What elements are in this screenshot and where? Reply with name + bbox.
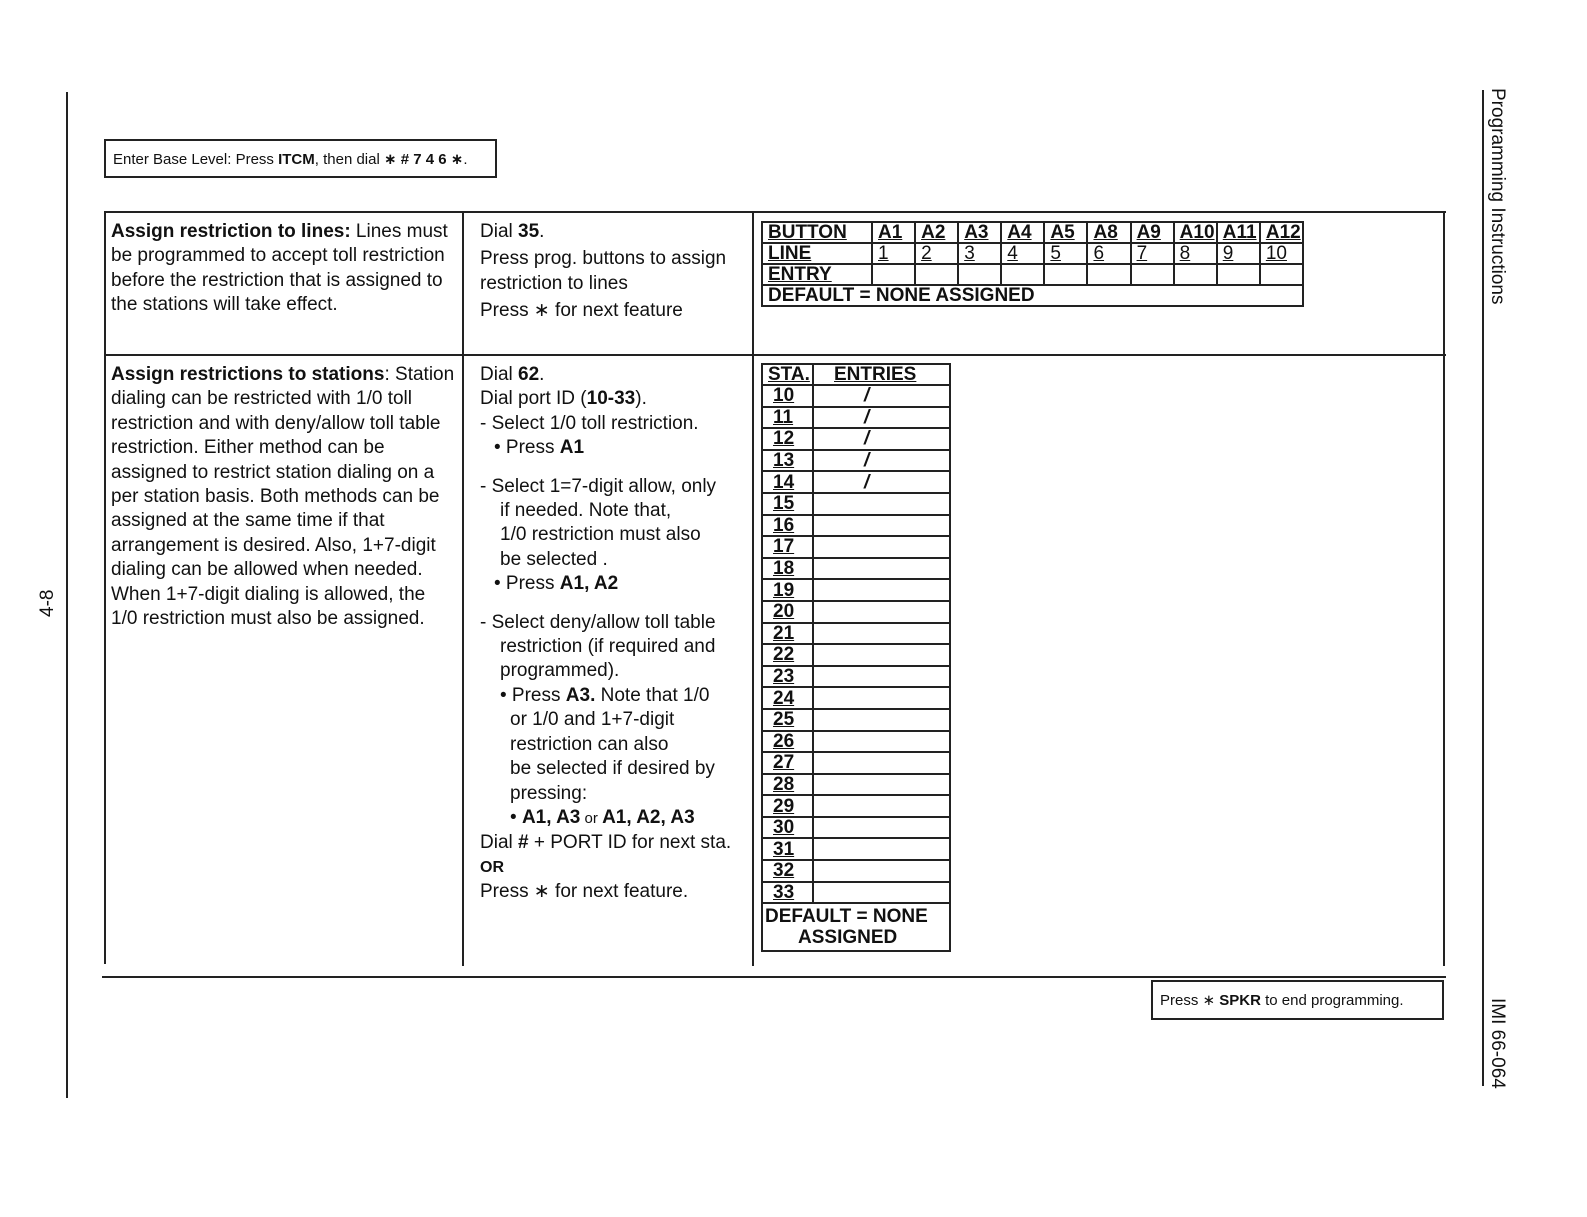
line-cell: 6 [1087,243,1130,264]
station-entry [813,579,950,601]
button-line-table [761,221,1304,307]
lines-steps [480,220,748,324]
station-entry: / [813,471,950,493]
entry-cell [1087,264,1130,285]
station-row [762,601,950,623]
step-press-a3-cont: pressing: [510,782,588,804]
station-row [762,428,950,450]
feature-code-62: 62 [518,364,540,385]
step-dial-end: . [539,364,545,385]
step-select-deny-allow-cont: programmed). [500,660,620,682]
end-prefix: Press ∗ [1160,992,1220,1009]
pound-key: # [518,832,529,854]
lines-step-dial-end: . [539,221,545,242]
station-number: 10 [762,385,813,407]
button-default-row [762,285,1303,306]
station-number: 32 [762,860,813,882]
station-row [762,687,950,709]
station-entry: / [813,428,950,450]
button-cell: A4 [1001,222,1044,243]
lines-description [111,220,456,318]
step-press-a3-cont: or 1/0 and 1+7-digit [510,709,675,731]
station-entry [813,493,950,515]
document-id: IMI 66-064 [1487,998,1508,1089]
station-row [762,731,950,753]
station-number: 30 [762,817,813,839]
button-row [762,222,1303,243]
end-rest: to end programming. [1260,992,1404,1009]
station-number: 26 [762,731,813,753]
lines-step-dial-prefix: Dial [480,221,519,242]
station-default-line2: ASSIGNED [798,927,898,949]
entries-column-header: ENTRIES [813,364,950,385]
entry-cell [1001,264,1044,285]
station-row [762,558,950,580]
line-header: LINE [762,243,872,264]
line-cell: 8 [1174,243,1217,264]
grid-top-rule [104,211,1446,213]
entry-cell [872,264,915,285]
station-rows [762,385,950,903]
station-entry [813,536,950,558]
station-entry [813,817,950,839]
step-key-combos [480,806,748,831]
dial-next-rest: + PORT ID for next sta. [528,832,732,854]
station-row [762,450,950,472]
base-level-prefix: Enter Base Level: Press [113,151,279,168]
station-number: 11 [762,407,813,429]
button-cell: A10 [1174,222,1217,243]
step-select-deny-allow: - Select deny/allow toll table [480,611,716,633]
spkr-key: SPKR [1219,992,1261,1009]
step-select-toll: - Select 1/0 toll restriction. [480,412,699,434]
station-row [762,644,950,666]
button-cell: A11 [1217,222,1260,243]
grid-bottom-rule [102,976,1446,978]
left-margin-rule [66,92,68,1098]
line-cell: 9 [1217,243,1260,264]
station-row [762,407,950,429]
station-number: 16 [762,515,813,537]
step-select-7digit-cont: be selected . [500,548,608,570]
station-entry [813,752,950,774]
key-a1: A1 [559,437,585,459]
station-default-row [762,903,950,951]
lines-step-press-buttons: Press prog. buttons to assign restriction to lines [480,248,727,294]
station-entry: / [813,385,950,407]
station-default [762,903,950,951]
entry-header: ENTRY [762,264,872,285]
lines-title: Assign restriction to lines: [111,221,351,242]
button-header: BUTTON [762,222,872,243]
station-entry [813,795,950,817]
button-cell: A5 [1044,222,1087,243]
entry-cell [1174,264,1217,285]
step-or [480,856,748,880]
station-number: 24 [762,687,813,709]
stations-step-dial-62 [480,363,748,387]
station-entry [813,601,950,623]
button-cell: A3 [958,222,1001,243]
station-row [762,795,950,817]
line-cell: 10 [1260,243,1303,264]
station-number: 29 [762,795,813,817]
station-row [762,579,950,601]
end-programming-box [1151,980,1444,1020]
stations-description [111,363,456,631]
station-entry [813,623,950,645]
entry-cell [1260,264,1303,285]
station-entry [813,709,950,731]
station-row [762,623,950,645]
stations-step-port-id [480,387,748,411]
station-number: 21 [762,623,813,645]
base-level-box [104,139,497,178]
step-press-a1 [480,436,748,460]
stations-body: Station dialing can be restricted with 1/0 toll restriction and with deny/allow toll table restriction. Either method can be assigned to restrict station dialing on a per station basis. Both methods can be assigned at the same time if that arrangement is desired. Also, 1+7-digit dialing can be allowed when needed. When 1+7-digit dialing is allowed, the 1/0 restriction must also be assigned. [111,364,455,630]
step-select-7digit-cont: if needed. Note that, [500,500,672,522]
step-press-a3 [480,684,748,708]
step-dial-prefix: Dial [480,364,519,385]
station-entry: / [813,407,950,429]
station-number: 23 [762,666,813,688]
station-number: 28 [762,774,813,796]
base-level-end: . [463,151,468,168]
section-title: Programming Instructions [1487,88,1508,305]
button-cell: A12 [1260,222,1303,243]
stations-steps [480,363,748,905]
station-number: 13 [762,450,813,472]
lines-step-next-feature: Press ∗ for next feature [480,300,683,322]
station-row [762,515,950,537]
stations-title-end: : [384,364,390,385]
line-cell: 2 [915,243,958,264]
sta-column-header: STA. [762,364,813,385]
station-row [762,774,950,796]
press-a1-a2-prefix: • Press [494,573,560,595]
port-id-prefix: Dial port ID ( [480,388,587,410]
station-row [762,752,950,774]
station-row [762,493,950,515]
key-a1-a2: A1, A2 [559,573,619,595]
port-id-end: ). [635,388,647,410]
entry-cell [958,264,1001,285]
key-combo-prefix: • [510,806,522,828]
entry-cell [1217,264,1260,285]
press-a1-prefix: • Press [494,437,560,459]
dial-next-prefix: Dial [480,832,519,854]
grid-right-edge [1443,211,1445,966]
key-combo-a1-a3: A1, A3 [521,806,581,828]
station-header-row [762,364,950,385]
button-cell: A9 [1131,222,1174,243]
station-row [762,709,950,731]
press-a3-rest: Note that 1/0 [595,684,710,706]
button-default: DEFAULT = NONE ASSIGNED [762,285,1303,306]
station-entry [813,644,950,666]
line-row [762,243,1303,264]
stations-title: Assign restrictions to stations [111,364,385,385]
station-entry [813,687,950,709]
station-row [762,385,950,407]
station-number: 17 [762,536,813,558]
base-level-middle: , then dial [314,151,384,168]
line-cell: 3 [958,243,1001,264]
station-entry [813,666,950,688]
station-number: 20 [762,601,813,623]
station-number: 27 [762,752,813,774]
station-entry [813,838,950,860]
step-select-7digit-cont: 1/0 restriction must also [500,524,701,546]
station-default-line1: DEFAULT = NONE [765,906,928,928]
line-cell: 4 [1001,243,1044,264]
grid-col2-left [462,211,464,966]
station-entries-table [761,363,951,952]
port-id-range: 10-33 [586,388,636,410]
station-entry: / [813,450,950,472]
lines-step-dial [480,220,748,244]
step-next-feature: Press ∗ for next feature. [480,881,689,903]
station-row [762,882,950,904]
station-row [762,666,950,688]
step-press-a1-a2 [480,572,748,596]
key-combo-or: or [580,809,603,827]
button-cell: A1 [872,222,915,243]
feature-code-35: 35 [518,221,540,242]
step-dial-next-station [480,831,748,855]
station-entry [813,731,950,753]
line-cell: 1 [872,243,915,264]
station-number: 31 [762,838,813,860]
key-combo-a1-a2-a3: A1, A2, A3 [602,806,695,828]
or-label: OR [480,858,504,876]
step-press-a3-cont: be selected if desired by [510,758,715,780]
station-number: 18 [762,558,813,580]
entry-row [762,264,1303,285]
station-entry [813,860,950,882]
station-row [762,860,950,882]
button-cell: A8 [1087,222,1130,243]
lines-body: Lines must be programmed to accept toll restriction before the restriction that is assigned to the stations will take effect. [111,221,448,316]
right-margin-rule [1482,90,1484,1086]
station-number: 19 [762,579,813,601]
line-cell: 5 [1044,243,1087,264]
page-number: 4-8 [37,589,58,617]
station-entry [813,558,950,580]
grid-col1-left [104,211,106,964]
station-number: 14 [762,471,813,493]
key-a3: A3. [565,684,596,706]
station-number: 22 [762,644,813,666]
base-level-code: ∗ # 7 4 6 ∗ [383,151,464,168]
station-row [762,471,950,493]
station-row [762,838,950,860]
itcm-key: ITCM [278,151,315,168]
grid-col3-left [752,211,754,966]
station-entry [813,515,950,537]
press-a3-prefix: • Press [500,684,566,706]
station-entry [813,882,950,904]
entry-cell [915,264,958,285]
grid-middle-rule [104,354,1446,356]
station-number: 12 [762,428,813,450]
step-press-a3-cont: restriction can also [510,733,669,755]
station-number: 15 [762,493,813,515]
station-row [762,817,950,839]
station-row [762,536,950,558]
entry-cell [1131,264,1174,285]
station-number: 25 [762,709,813,731]
step-select-7digit: - Select 1=7-digit allow, only [480,475,717,497]
step-select-deny-allow-cont: restriction (if required and [500,636,716,658]
entry-cell [1044,264,1087,285]
station-number: 33 [762,882,813,904]
station-entry [813,774,950,796]
line-cell: 7 [1131,243,1174,264]
button-cell: A2 [915,222,958,243]
